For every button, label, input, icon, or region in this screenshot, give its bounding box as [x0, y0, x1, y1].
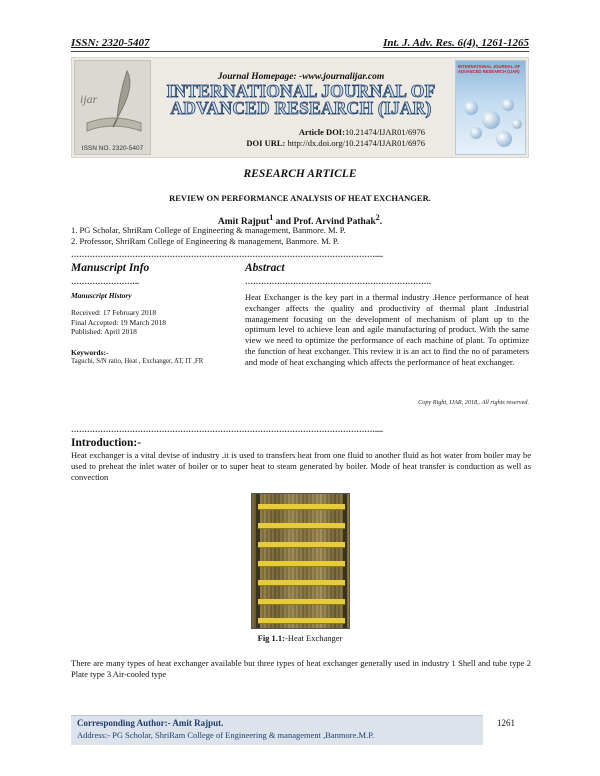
introduction-heading: Introduction:- [71, 437, 142, 449]
cover-title: INTERNATIONAL JOURNAL OF ADVANCED RESEARCH (IJAR) [458, 64, 521, 74]
author-address: Address:- PG Scholar, ShriRam College of Engineering & management ,Banmore.M.P. [77, 730, 375, 740]
abstract-text: Heat Exchanger is the key part in a thermal industry .Hence performance of heat exchanger affects the quality and productivity of thermal plant .Industrial management focusing on the development of mechanism of plant up to the optimum level to achieve lean and agile manufacturing of product. With the same view we need to optimize the performance of each machine of plant. To optimize the function of heat exchanger. This review it is an act to find the no of parameters and mode of heat exchanging which affects the performance of heat exchanger. [245, 292, 529, 367]
doi-url[interactable]: http://dx.doi.org/10.21474/IJAR01/6976 [287, 138, 425, 148]
dotted-rule-top: …………………………………………………………………………………………………….... [71, 250, 383, 259]
issn-header: ISSN: 2320-5407 [71, 37, 150, 49]
article-type: RESEARCH ARTICLE [243, 168, 357, 180]
logo-wordmark: ijar [80, 92, 98, 106]
affiliation-2: 2. Professor, ShriRam College of Engineering & management, Banmore. M. P. [71, 236, 339, 246]
logo-issn: ISSN NO. 2320-5407 [81, 145, 144, 152]
corresponding-author: Corresponding Author:- Amit Rajput. [77, 718, 224, 728]
page-number: 1261 [497, 718, 515, 728]
dotted-rule-bottom: …………………………………………………………………………………………………….... [71, 425, 383, 434]
abstract-dots: ……………………………………………………………. [245, 277, 431, 286]
manuscript-info-dots: …………………….. [71, 277, 139, 286]
types-paragraph: There are many types of heat exchanger available but three types of heat exchanger generally used in industry 1 Shell and tube type 2 Plate type 3 Air-cooled type [71, 658, 531, 679]
journal-logo [74, 60, 151, 155]
author-1-sup: 1 [269, 213, 274, 222]
heat-exchanger-photo [251, 493, 350, 629]
figure-caption-text: -Heat Exchanger [285, 633, 343, 643]
paper-title: REVIEW ON PERFORMANCE ANALYSIS OF HEAT EXCHANGER. [169, 193, 431, 203]
keywords-label: Keywords:- [71, 348, 109, 357]
author-1: Amit Rajput [217, 217, 270, 228]
manuscript-dates [71, 308, 166, 337]
doi-url-label: DOI URL: [246, 138, 286, 148]
homepage-label: Journal Homepage: - [217, 72, 303, 82]
affiliations [71, 225, 531, 247]
copyright: Copy Right, IJAR, 2018,. All rights reserved. [418, 399, 529, 406]
figure-caption [0, 633, 600, 643]
published-date: Published: April 2018 [71, 327, 137, 336]
homepage-link[interactable]: www.journalijar.com [302, 72, 385, 82]
citation-header: Int. J. Adv. Res. 6(4), 1261-1265 [383, 37, 529, 49]
affiliation-1: 1. PG Scholar, ShriRam College of Engineering & management, Banmore. M. P. [71, 225, 346, 235]
keywords: Taguchi, S/N ratio, Heat , Exchanger, AT, IT ,FR [71, 358, 204, 365]
doi-block [151, 127, 451, 149]
header-rule [71, 51, 529, 52]
author-line-end: . [379, 217, 383, 228]
journal-cover-image [455, 60, 526, 155]
journal-title: INTERNATIONAL JOURNAL OF ADVANCED RESEARCH (IJAR) [166, 81, 436, 118]
article-doi-label: Article DOI: [298, 127, 345, 137]
manuscript-history-label: Manuscript History [71, 291, 132, 300]
quill-book-icon [75, 61, 152, 156]
author-2-sup: 2 [375, 213, 380, 222]
introduction-text: Heat exchanger is a vital devise of industry .it is used to transfers heat from one fluid to another fluid as hot water from boiler may be used to preheat the inlet water of boiler or to super heat to steam generated by boiler. Mode of heat transfer is conduction as well as convection [71, 450, 531, 482]
accepted-date: Final Accepted: 19 March 2018 [71, 317, 166, 327]
abstract-heading: Abstract [245, 262, 285, 274]
author-2: and Prof. Arvind Pathak [273, 217, 376, 228]
article-doi: 10.21474/IJAR01/6976 [344, 127, 425, 137]
manuscript-info-heading: Manuscript Info [71, 262, 150, 274]
received-date: Received: 17 February 2018 [71, 308, 157, 317]
figure-label: Fig 1.1: [257, 633, 286, 643]
